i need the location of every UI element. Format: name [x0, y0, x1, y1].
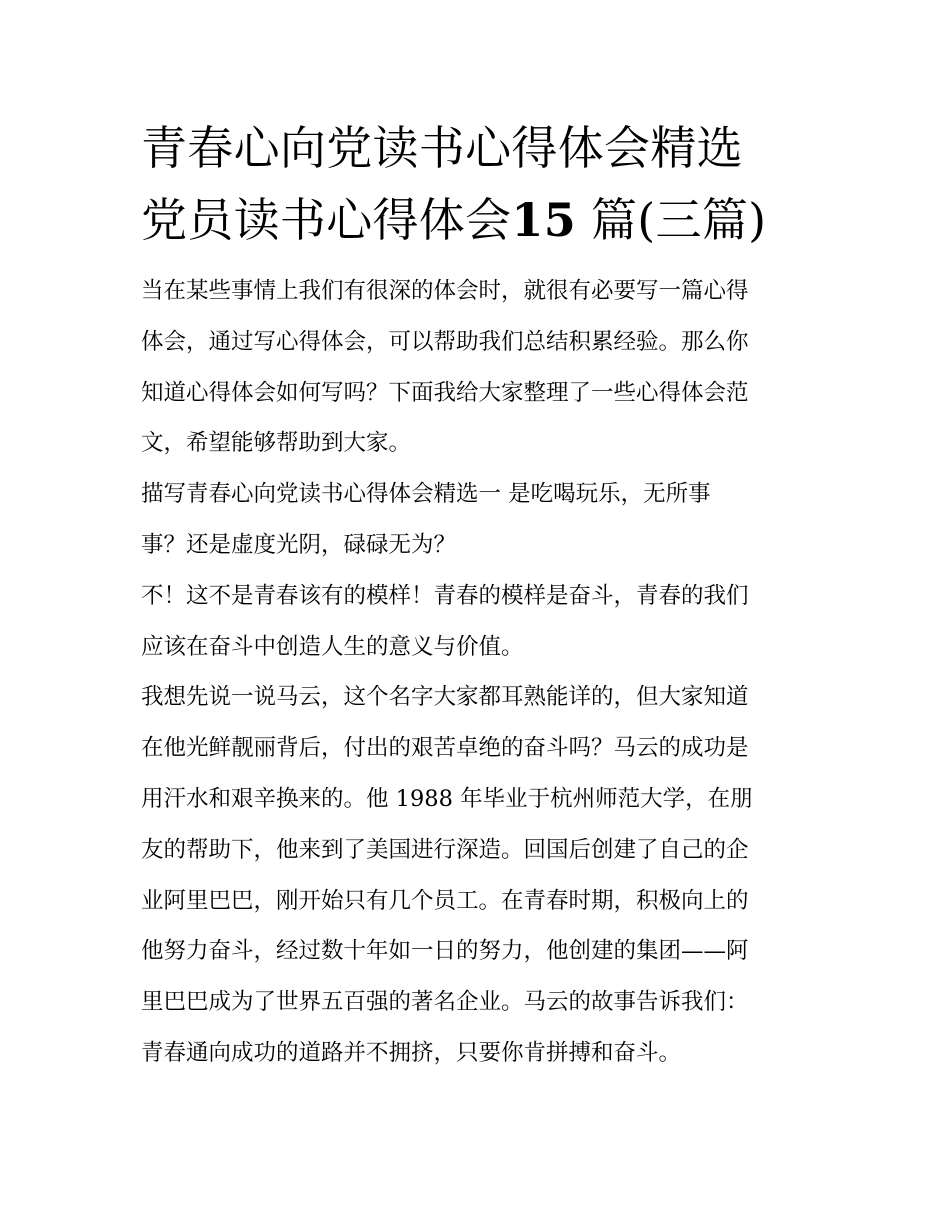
title-line-2	[141, 184, 816, 256]
title-line-2-number: 15	[511, 193, 577, 247]
text-line: 在他光鲜靓丽背后，付出的艰苦卓绝的奋斗吗？马云的成功是	[141, 735, 749, 762]
text-line: 青春通向成功的道路并不拥挤，只要你肯拼搏和奋斗。	[141, 1039, 682, 1066]
text-line: 不！这不是青春该有的模样！青春的模样是奋斗，青春的我们	[141, 582, 749, 609]
text-line: 里巴巴成为了世界五百强的著名企业。马云的故事告诉我们：	[141, 989, 749, 1016]
text-line: 我想先说一说马云，这个名字大家都耳熟能详的，但大家知道	[141, 684, 749, 711]
paragraph-intro	[141, 266, 816, 469]
text-line: 描写青春心向党读书心得体会精选一 是吃喝玩乐，无所事	[141, 481, 711, 508]
title-line-2-prefix: 党员读书心得体会	[141, 193, 512, 247]
text-line: 知道心得体会如何写吗？下面我给大家整理了一些心得体会范	[141, 379, 749, 406]
text-line: 事？还是虚度光阴，碌碌无为？	[141, 531, 457, 558]
title-line-2-suffix: 篇(三篇)	[590, 193, 767, 247]
paragraph-jack-ma-story	[141, 672, 816, 1078]
paragraph-essay-one-heading	[141, 469, 816, 571]
text-line: 他努力奋斗，经过数十年如一日的努力，他创建的集团——阿	[141, 938, 749, 965]
document-title	[141, 112, 816, 256]
text-line: 当在某些事情上我们有很深的体会时，就很有必要写一篇心得	[141, 278, 749, 304]
text-line: 体会，通过写心得体会，可以帮助我们总结积累经验。那么你	[141, 328, 749, 355]
text-line: 应该在奋斗中创造人生的意义与价值。	[141, 633, 524, 660]
title-line-1: 青春心向党读书心得体会精选	[141, 121, 743, 175]
text-line: 文，希望能够帮助到大家。	[141, 430, 412, 457]
text-line: 业阿里巴巴，刚开始只有几个员工。在青春时期，积极向上的	[141, 887, 749, 914]
text-line: 友的帮助下，他来到了美国进行深造。回国后创建了自己的企	[141, 836, 749, 863]
text-line: 用汗水和艰辛换来的。他 1988 年毕业于杭州师范大学，在朋	[141, 785, 753, 812]
paragraph-youth-striving	[141, 571, 816, 673]
document-body	[141, 112, 816, 1079]
